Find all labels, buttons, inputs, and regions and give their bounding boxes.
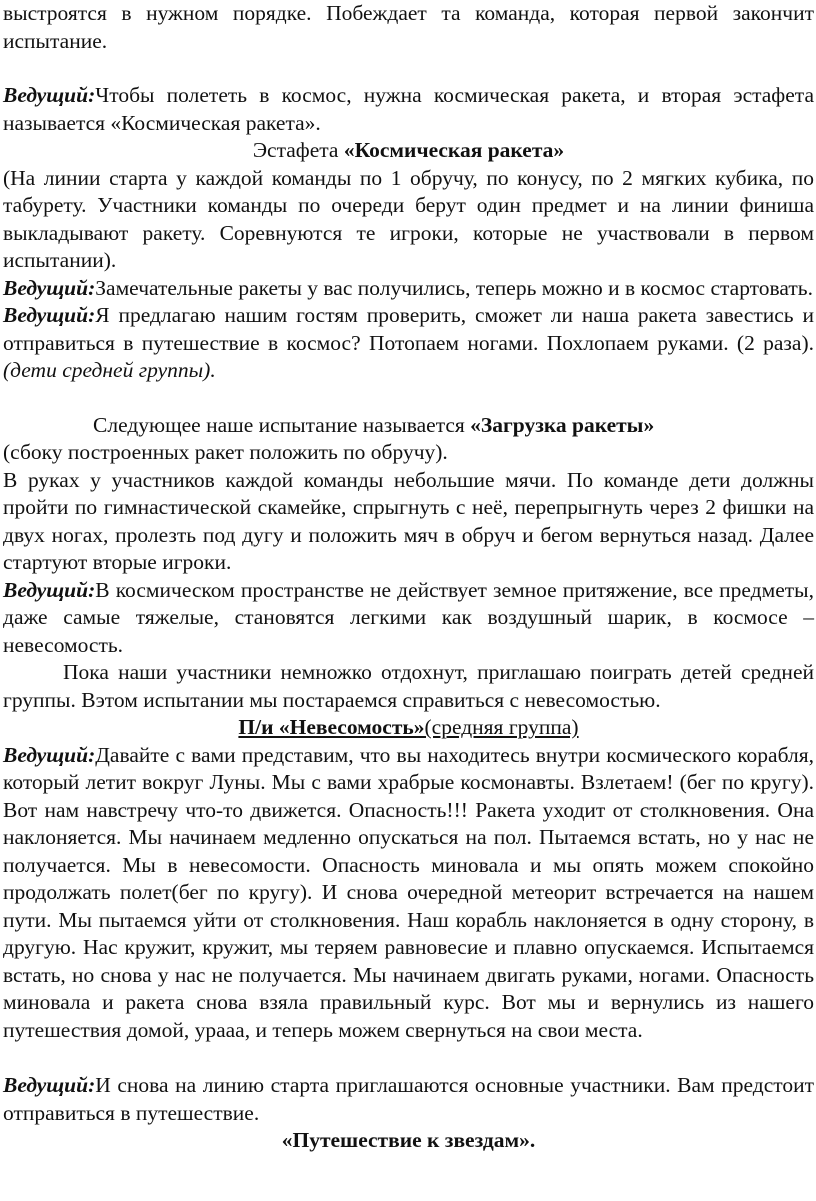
game-heading (3, 714, 814, 742)
relay-title: «Космическая ракета» (343, 138, 565, 162)
speaker-label: Ведущий: (3, 275, 96, 300)
blank-line (3, 385, 814, 412)
blank-line (3, 1044, 814, 1072)
paragraph-host-rocket (3, 82, 814, 137)
game-note: (средняя группа) (424, 715, 579, 739)
paragraph-balls-rules: В руках у участников каждой команды небольшие мячи. По команде дети должны пройти по гимнастической скамейке, спрыгнуть с неё, перепрыгнуть через 2 фишки на двух ногах, пролезть под дугу и положить мяч в обруч и бегом вернуться назад. Далее стартуют вторые игроки. (3, 467, 814, 574)
speaker-label: Ведущий: (3, 1073, 96, 1097)
paragraph-host-great-rockets (3, 275, 814, 303)
speaker-label: Ведущий: (3, 83, 96, 107)
paragraph-host-space (3, 577, 814, 660)
game-title: П/и «Невесомость» (238, 715, 425, 739)
paragraph-rest-invite: Пока наши участники немножко отдохнут, приглашаю поиграть детей средней группы. Вэтом испытании мы постараемся справиться с невесомостью. (3, 660, 814, 712)
relay-prefix: Эстафета (252, 138, 344, 162)
paragraph-host-start-again (3, 1072, 814, 1127)
host-great-rockets-text: Замечательные ракеты у вас получились, теперь можно и в космос стартовать. (95, 275, 813, 300)
paragraph-intro: выстроятся в нужном порядке. Побеждает та команда, которая первой закончит испытание. (3, 1, 814, 53)
test-title: «Загрузка ракеты» (470, 412, 655, 437)
paragraph-relay-rules: (На линии старта у каждой команды по 1 обручу, по конусу, по 2 мягких кубика, по табурету. Участники команды по очереди берут один предмет и на линии финиша выкладывают ракету. Соревнуются те игроки, которые не участвовали в первом испытании). (3, 165, 814, 272)
paragraph-host-spaceship (3, 742, 814, 1045)
test-prefix: Следующее наше испытание называется (93, 412, 471, 437)
speaker-label: Ведущий: (3, 303, 96, 327)
speaker-label: Ведущий: (3, 742, 96, 767)
host-guests-note: (дети средней группы). (3, 358, 216, 382)
paragraph-host-guests (3, 302, 814, 385)
host-guests-text: Я предлагаю нашим гостям проверить, сможет ли наша ракета завестись и отправиться в путешествие в космос? Потопаем ногами. Похлопаем руками. (2 раза). (3, 303, 814, 355)
test-loading-heading (3, 412, 814, 440)
blank-line (3, 55, 814, 82)
host-spaceship-text: Давайте с вами представим, что вы находитесь внутри космического корабля, который летит вокруг Луны. Мы с вами храбрые космонавты. Взлетаем! (бег по кругу). Вот нам навстречу что-то движется. Опасность!!! Ракета уходит от столкновения. Она наклоняется. Мы начинаем медленно опускаться на пол. Пытаемся встать, но у нас не получается. Мы в невесомости. Опасность миновала и мы опять можем спокойно продолжать полет(бег по кругу). И снова очередной метеорит встречается на нашем пути. Мы пытаемся уйти от столкновения. Наш корабль наклоняется в одну сторону, в другую. Нас кружит, кружит, мы теряем равновесие и плавно опускаемся. Испытаемся встать, но снова у нас не получается. Мы начинаем двигать руками, ногами. Опасность миновала и ракета снова взяла правильный курс. Вот мы и вернулись из нашего путешествия домой, урааа, и теперь можем свернуться на свои места. (3, 742, 814, 1042)
host-start-again-text: И снова на линию старта приглашаются основные участники. Вам предстоит отправиться в путешествие. (3, 1073, 814, 1125)
speaker-label: Ведущий: (3, 577, 96, 602)
host-space-text: В космическом пространстве не действует земное притяжение, все предметы, даже самые тяжелые, становятся легкими как воздушный шарик, в космосе – невесомость. (3, 577, 814, 657)
host-rocket-text: Чтобы полететь в космос, нужна космическая ракета, и вторая эстафета называется «Космическая ракета». (3, 83, 814, 135)
relay-stars-heading: «Путешествие к звездам». (281, 1128, 536, 1152)
paragraph-hoops-note: (сбоку построенных ракет положить по обручу). (3, 440, 448, 464)
relay-rocket-heading (3, 137, 814, 165)
